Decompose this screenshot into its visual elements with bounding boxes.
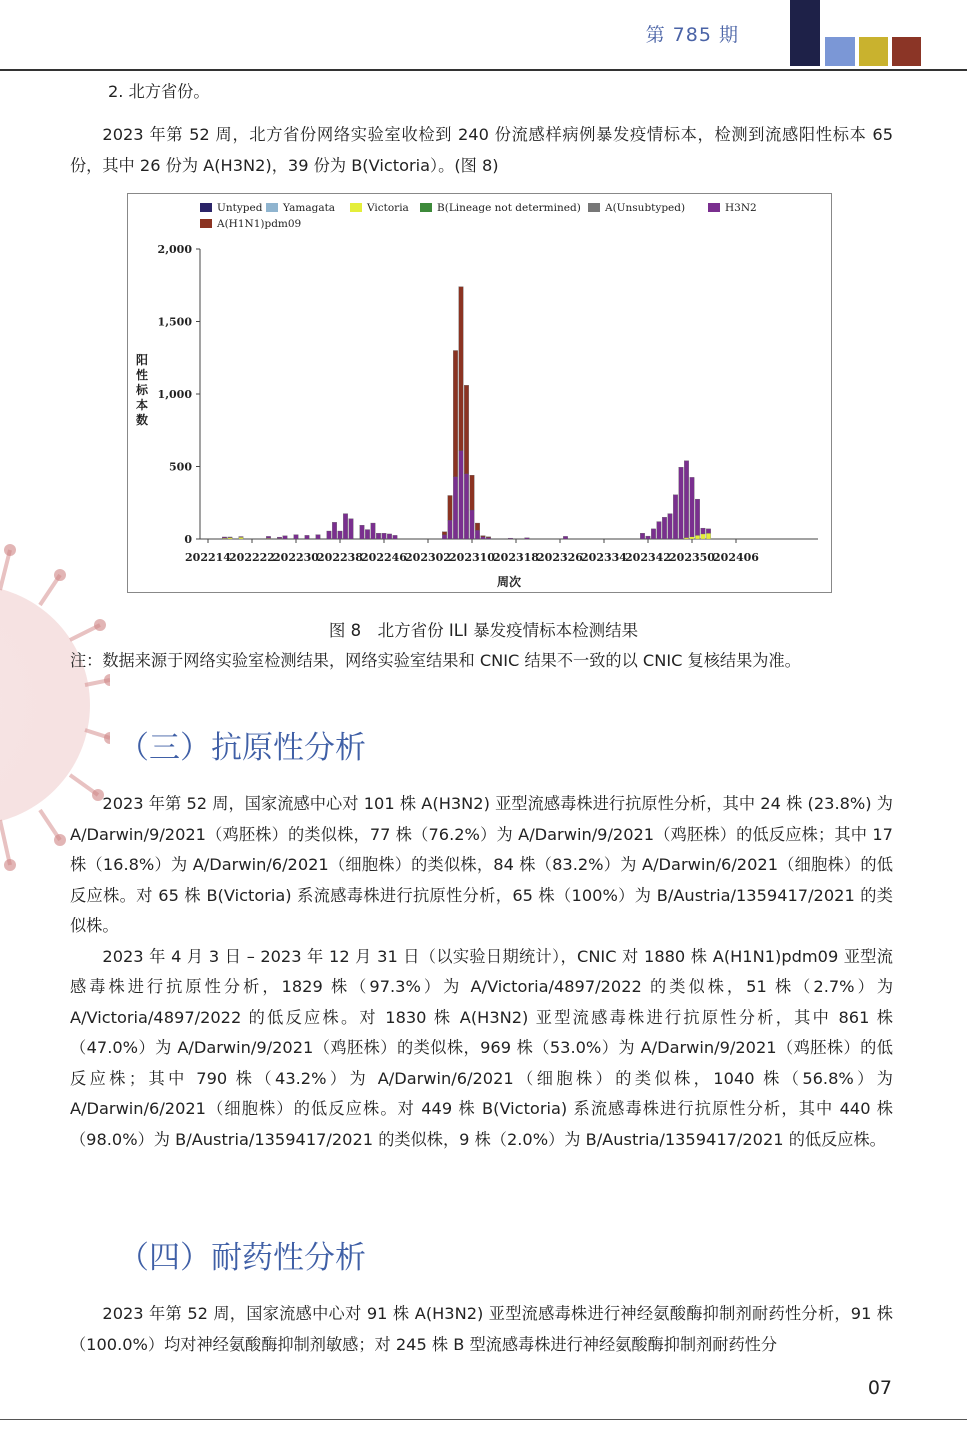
- bar-h3n2: [453, 477, 457, 539]
- legend-label: B(Lineage not determined): [437, 202, 581, 214]
- bar-h3n2: [222, 537, 226, 538]
- bar-h1n1: [453, 351, 457, 477]
- bar-h3n2: [294, 535, 298, 539]
- bar-h3n2: [673, 495, 677, 539]
- x-tick-label: 202318: [493, 551, 539, 564]
- bar-h1n1: [464, 385, 468, 473]
- bar-h3n2: [563, 536, 567, 539]
- bar-victoria: [239, 537, 243, 539]
- y-axis-label: 本: [135, 398, 149, 412]
- page-number: 07: [867, 1377, 892, 1399]
- bar-h3n2: [646, 536, 650, 539]
- figure-note: 注：数据来源于网络实验室检测结果，网络实验室结果和 CNIC 结果不一致的以 CNIC 复核结果为准。: [70, 651, 801, 670]
- bar-h3n2: [679, 467, 683, 539]
- x-tick-label: 202222: [229, 551, 275, 564]
- bar-h3n2: [228, 537, 232, 538]
- legend-swatch: [708, 203, 720, 212]
- figure-8-chart: [128, 194, 831, 592]
- y-tick-label: 2,000: [157, 243, 192, 256]
- paragraph-north: [70, 120, 893, 181]
- y-tick-label: 0: [184, 533, 192, 546]
- footer-rule: [0, 1419, 967, 1420]
- issue-number: 第 785 期: [645, 24, 739, 46]
- header-block-red: [892, 37, 921, 66]
- y-tick-label: 1,000: [157, 388, 192, 401]
- y-tick-label: 500: [169, 460, 192, 474]
- bar-h3n2: [305, 535, 309, 539]
- bar-victoria: [690, 537, 694, 539]
- legend-swatch: [200, 203, 212, 212]
- bar-h3n2: [277, 537, 281, 538]
- bar-h3n2: [657, 522, 661, 539]
- bar-h3n2: [690, 477, 694, 536]
- legend-swatch: [200, 219, 212, 228]
- paragraph-text: 2023 年第 52 周，北方省份网络实验室收检到 240 份流感样病例暴发疫情标本，检测到流感阳性标本 65 份，其中 26 份为 A(H3N2)，39 份为 B(Victoria）。(图 8): [70, 125, 893, 175]
- legend-swatch: [266, 203, 278, 212]
- y-axis-label: 性: [135, 368, 149, 382]
- bar-h1n1: [486, 537, 490, 538]
- bar-h3n2: [371, 523, 375, 539]
- legend-label: Untyped: [217, 202, 263, 214]
- bar-h3n2: [701, 528, 705, 534]
- bar-h3n2: [239, 537, 243, 538]
- bar-victoria: [701, 534, 705, 539]
- legend-label: A(Unsubtyped): [605, 202, 686, 214]
- section-resistance-body: [70, 1299, 893, 1360]
- x-axis-label: 周次: [496, 575, 522, 589]
- y-axis-label: 阳: [135, 353, 149, 367]
- bar-h3n2: [464, 474, 468, 539]
- bar-h3n2: [382, 533, 386, 539]
- paragraph-text: 2023 年第 52 周，国家流感中心对 91 株 A(H3N2) 亚型流感毒株进行神经氨酸酶抑制剂耐药性分析，91 株（100.0%）均对神经氨酸酶抑制剂敏感；对 245 株 B 型流感毒株进行神经氨酸酶抑制剂耐药性分: [70, 1304, 893, 1354]
- section-antigenic-body: [70, 789, 893, 1155]
- bar-h3n2: [376, 533, 380, 539]
- bar-h3n2: [332, 522, 336, 539]
- legend-label: A(H1N1)pdm09: [217, 218, 302, 230]
- x-tick-label: 202214: [185, 551, 231, 564]
- header-block-navy: [790, 0, 820, 66]
- x-tick-label: 202302: [405, 551, 451, 564]
- bar-h1n1: [448, 496, 452, 521]
- legend-swatch: [420, 203, 432, 212]
- y-axis-label: 标: [135, 383, 149, 397]
- bar-h3n2: [481, 537, 485, 539]
- figure-caption: 图 8 北方省份 ILI 暴发疫情标本检测结果: [328, 621, 639, 640]
- x-tick-label: 202310: [449, 551, 495, 564]
- x-tick-label: 202246: [361, 551, 407, 564]
- bar-h3n2: [651, 529, 655, 539]
- chart-frame: [127, 193, 832, 593]
- bar-h3n2: [387, 534, 391, 539]
- bar-victoria: [695, 535, 699, 539]
- x-tick-label: 202406: [713, 551, 759, 564]
- bar-h3n2: [706, 529, 710, 533]
- x-tick-label: 202326: [537, 551, 583, 564]
- bar-h3n2: [508, 538, 512, 539]
- header-block-gold: [859, 37, 888, 66]
- bar-h3n2: [470, 510, 474, 539]
- header-block-blue: [825, 37, 855, 66]
- bar-h3n2: [343, 514, 347, 539]
- bar-victoria: [228, 538, 232, 539]
- bar-victoria: [706, 533, 710, 539]
- bar-h3n2: [525, 538, 529, 539]
- section-title-antigenic: （三）抗原性分析: [118, 730, 366, 766]
- bar-h1n1: [442, 532, 446, 535]
- legend-swatch: [350, 203, 362, 212]
- bar-h3n2: [283, 536, 287, 539]
- bar-victoria: [684, 538, 688, 539]
- bar-h3n2: [695, 499, 699, 535]
- legend-label: Yamagata: [283, 202, 336, 214]
- legend-label: Victoria: [367, 202, 409, 214]
- bar-h3n2: [338, 531, 342, 539]
- header-rule: [0, 69, 967, 71]
- bar-h3n2: [475, 530, 479, 539]
- bar-h3n2: [448, 520, 452, 539]
- subheading: 2. 北方省份。: [108, 82, 210, 101]
- bar-h3n2: [668, 514, 672, 539]
- paragraph-text: 2023 年第 52 周，国家流感中心对 101 株 A(H3N2) 亚型流感毒株进行抗原性分析，其中 24 株 (23.8%) 为 A/Darwin/9/2021（鸡胚株）的类似株，77 株（76.2%）为 A/Darwin/9/2021（鸡胚株）的低反应株；其中 17 株（16.8%）为 A/Darwin/6/2021（细胞株）的类似株，84 株（83.2%）为 A/Darwin/6/2021（细胞株）的低反应株。对 65 株 B(Victoria) 系流感毒株进行抗原性分析，65 株（100%）为 B/Austria/1359417/2021 的类似株。: [70, 794, 893, 935]
- x-tick-label: 202334: [581, 551, 627, 564]
- bar-h3n2: [327, 531, 331, 539]
- bar-h3n2: [365, 530, 369, 539]
- bar-h3n2: [316, 535, 320, 539]
- legend-swatch: [588, 203, 600, 212]
- x-tick-label: 202238: [317, 551, 363, 564]
- bar-h3n2: [684, 461, 688, 538]
- bar-h3n2: [662, 517, 666, 539]
- bar-h3n2: [459, 451, 463, 539]
- paragraph-text: 2023 年 4 月 3 日 – 2023 年 12 月 31 日（以实验日期统计），CNIC 对 1880 株 A(H1N1)pdm09 亚型流感毒株进行抗原性分析，1829 株（97.3%）为 A/Victoria/4897/2022 的类似株，51 株（2.7%）为 A/Victoria/4897/2022 的低反应株。对 1830 株 A(H3N2) 亚型流感毒株进行抗原性分析，其中 861 株（47.0%）为 A/Darwin/9/2021（鸡胚株）的类似株，969 株（53.0%）为 A/Darwin/9/2021（鸡胚株）的低反应株；其中 790 株（43.2%）为 A/Darwin/6/2021（细胞株）的类似株，1040 株（56.8%）为 A/Darwin/6/2021（细胞株）的低反应株。对 449 株 B(Victoria) 系流感毒株进行抗原性分析，其中 440 株（98.0%）为 B/Austria/1359417/2021 的类似株，9 株（2.0%）为 B/Austria/1359417/2021 的低反应株。: [70, 946, 893, 1149]
- bar-h3n2: [640, 533, 644, 539]
- legend-label: H3N2: [725, 202, 757, 214]
- bar-h3n2: [393, 535, 397, 539]
- bar-h3n2: [442, 535, 446, 539]
- x-tick-label: 202230: [273, 551, 319, 564]
- bar-h3n2: [486, 538, 490, 539]
- x-tick-label: 202350: [669, 551, 715, 564]
- bar-h1n1: [475, 523, 479, 530]
- bar-h1n1: [459, 287, 463, 451]
- y-tick-label: 1,500: [157, 315, 192, 329]
- bar-h3n2: [360, 525, 364, 539]
- bar-h1n1: [481, 536, 485, 537]
- bar-h1n1: [470, 475, 474, 510]
- x-tick-label: 202342: [625, 551, 671, 564]
- bar-h3n2: [266, 536, 270, 538]
- section-title-resistance: （四）耐药性分析: [118, 1240, 366, 1276]
- bar-h3n2: [349, 519, 353, 539]
- y-axis-label: 数: [135, 413, 149, 427]
